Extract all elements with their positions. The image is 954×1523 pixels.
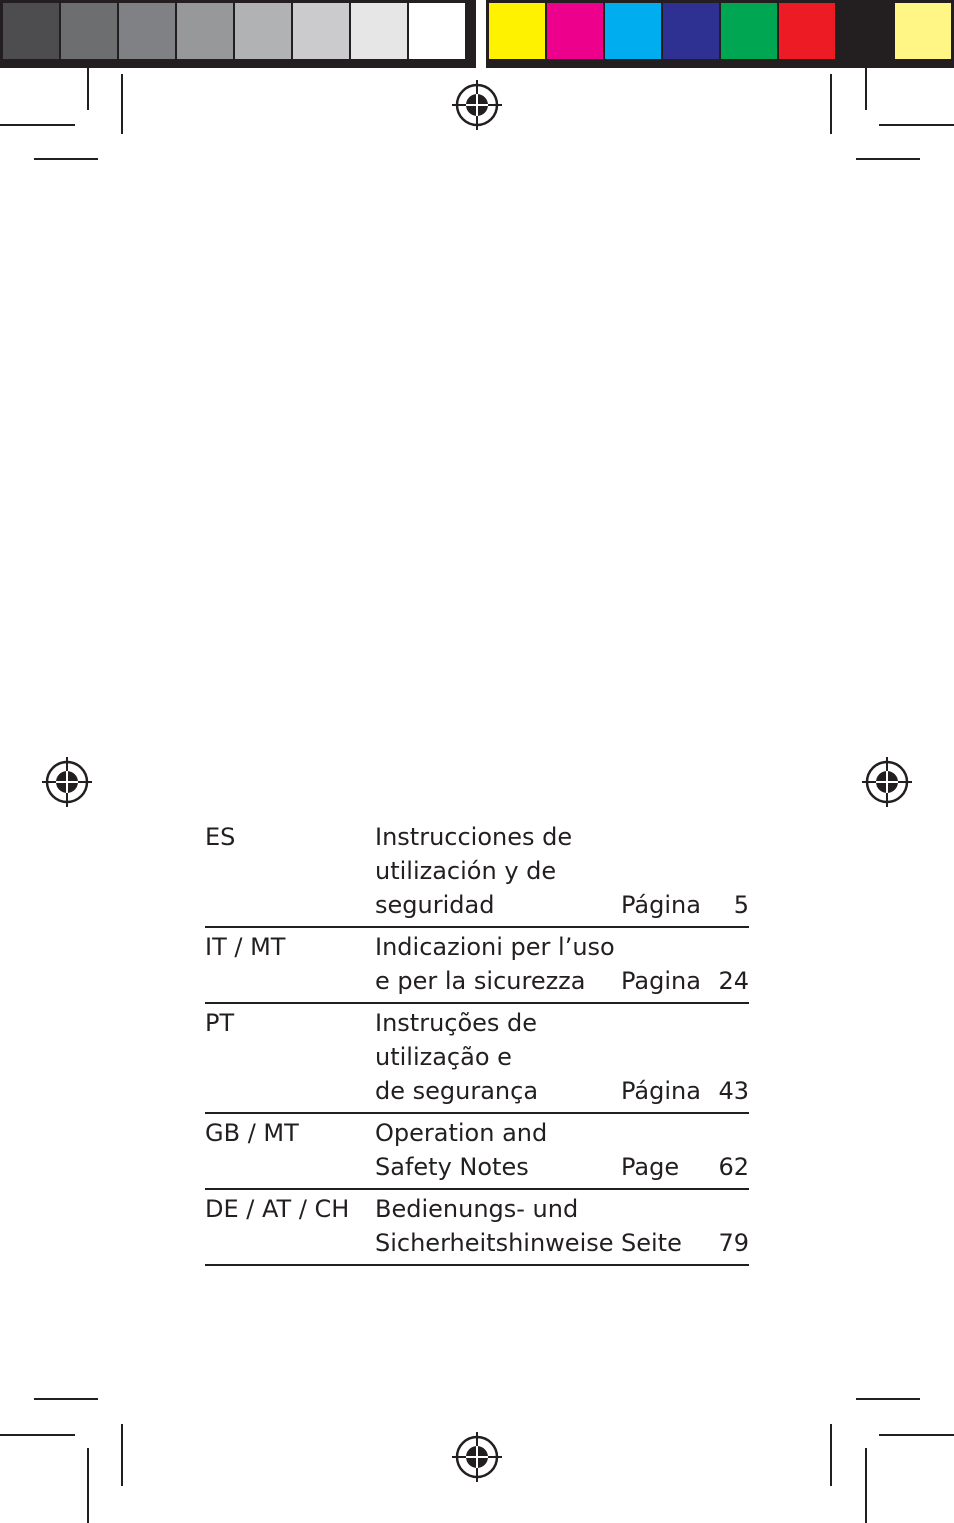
gray-swatch (177, 3, 235, 59)
crop-mark (830, 74, 832, 134)
color-swatch (779, 3, 837, 59)
crop-mark (34, 158, 98, 160)
color-swatch (895, 3, 953, 59)
page-number: 62 (718, 1153, 749, 1181)
language-code: DE / AT / CH (205, 1195, 350, 1223)
section-title-line: Safety Notes (375, 1153, 529, 1181)
gray-swatch (293, 3, 351, 59)
color-swatch (547, 3, 605, 59)
crop-mark (856, 158, 920, 160)
crop-mark (0, 124, 75, 126)
crop-mark (856, 1398, 920, 1400)
page-label: Seite (621, 1229, 682, 1257)
toc-row (205, 818, 749, 928)
registration-mark-icon (42, 757, 92, 807)
language-code: PT (205, 1009, 235, 1037)
gray-swatch (119, 3, 177, 59)
page-number: 5 (733, 891, 749, 919)
toc-row (205, 928, 749, 1004)
gray-swatch (235, 3, 293, 59)
crop-mark (121, 1424, 123, 1486)
language-code: ES (205, 823, 236, 851)
crop-mark (34, 1398, 98, 1400)
page-label: Page (621, 1153, 680, 1181)
page-number: 79 (718, 1229, 749, 1257)
grayscale-control-strip (0, 0, 476, 68)
page-number: 43 (718, 1077, 749, 1105)
section-title (375, 1116, 621, 1184)
page-label: Página (621, 1077, 701, 1105)
section-title-line: e per la sicurezza (375, 967, 586, 995)
section-title (375, 1192, 621, 1260)
color-swatch (489, 3, 547, 59)
crop-mark (0, 1434, 75, 1436)
section-title-line: Operation and (375, 1119, 548, 1147)
section-title-line: Bedienungs- und (375, 1195, 579, 1223)
section-title-line: seguridad (375, 891, 495, 919)
page-label: Página (621, 891, 701, 919)
crop-mark (121, 74, 123, 134)
crop-mark (879, 124, 954, 126)
section-title-line: utilização e (375, 1043, 512, 1071)
section-title (375, 820, 621, 922)
section-title (375, 1006, 621, 1108)
section-title-line: de segurança (375, 1077, 539, 1105)
color-swatch (837, 3, 895, 59)
color-swatch (663, 3, 721, 59)
language-code: GB / MT (205, 1119, 299, 1147)
color-control-strip (486, 0, 954, 68)
page-number: 24 (718, 967, 749, 995)
registration-mark-icon (862, 757, 912, 807)
crop-mark (865, 62, 867, 110)
crop-mark (87, 1448, 89, 1523)
gray-swatch (351, 3, 409, 59)
page-label: Pagina (621, 967, 701, 995)
gray-swatch (3, 3, 61, 59)
section-title-line: utilización y de (375, 857, 557, 885)
registration-mark-icon (452, 1432, 502, 1482)
color-swatch (721, 3, 779, 59)
crop-mark (87, 62, 89, 110)
section-title-line: Indicazioni per l’uso (375, 933, 615, 961)
toc-row (205, 1004, 749, 1114)
gray-swatch (61, 3, 119, 59)
section-title (375, 930, 621, 998)
crop-mark (879, 1434, 954, 1436)
language-table-of-contents (205, 818, 749, 1266)
section-title-line: Sicherheitshinweise (375, 1229, 614, 1257)
crop-mark (830, 1424, 832, 1486)
gray-swatch (409, 3, 467, 59)
language-code: IT / MT (205, 933, 286, 961)
section-title-line: Instrucciones de (375, 823, 573, 851)
section-title-line: Instruções de (375, 1009, 538, 1037)
color-swatch (605, 3, 663, 59)
crop-mark (865, 1448, 867, 1523)
registration-mark-icon (452, 80, 502, 130)
toc-row (205, 1190, 749, 1266)
toc-row (205, 1114, 749, 1190)
